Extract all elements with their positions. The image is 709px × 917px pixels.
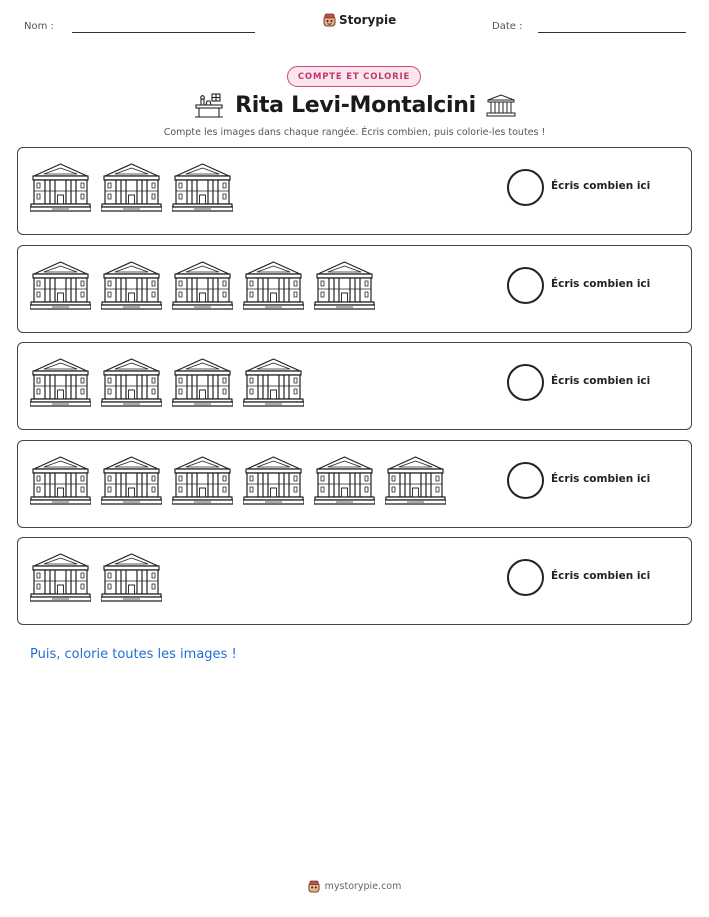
brand-name: Storypie bbox=[339, 13, 397, 27]
date-line bbox=[538, 32, 686, 33]
site-footer bbox=[0, 880, 709, 893]
answer-circle[interactable] bbox=[507, 169, 544, 206]
instructions: Compte les images dans chaque rangée. Écris combien, puis colorie-les toutes ! bbox=[163, 127, 546, 138]
count-row bbox=[17, 245, 692, 333]
museum-building-icon bbox=[30, 162, 91, 214]
answer-label: Écris combien ici bbox=[551, 570, 651, 582]
icon-group bbox=[30, 260, 375, 312]
answer-label: Écris combien ici bbox=[551, 278, 651, 290]
answer-circle[interactable] bbox=[507, 462, 544, 499]
museum-building-icon bbox=[30, 357, 91, 409]
museum-building-icon bbox=[172, 162, 233, 214]
count-row bbox=[17, 537, 692, 625]
answer-label: Écris combien ici bbox=[551, 473, 651, 485]
color-instruction: Puis, colorie toutes les images ! bbox=[30, 647, 237, 662]
museum-building-icon bbox=[243, 357, 304, 409]
museum-building-icon bbox=[101, 455, 162, 507]
museum-building-icon bbox=[101, 357, 162, 409]
museum-building-icon bbox=[243, 260, 304, 312]
answer-circle[interactable] bbox=[507, 267, 544, 304]
icon-group bbox=[30, 552, 162, 604]
title-row bbox=[0, 92, 709, 118]
answer-circle[interactable] bbox=[507, 364, 544, 401]
site-url: mystorypie.com bbox=[324, 881, 402, 892]
brand bbox=[323, 13, 396, 27]
answer-label: Écris combien ici bbox=[551, 180, 651, 192]
icon-group bbox=[30, 455, 446, 507]
count-row bbox=[17, 440, 692, 528]
museum-building-icon bbox=[101, 260, 162, 312]
name-line bbox=[72, 32, 255, 33]
museum-building-icon bbox=[314, 455, 375, 507]
count-row bbox=[17, 147, 692, 235]
museum-building-icon bbox=[30, 455, 91, 507]
museum-building-icon bbox=[172, 260, 233, 312]
museum-building-icon bbox=[385, 455, 446, 507]
museum-building-icon bbox=[101, 162, 162, 214]
museum-building-icon bbox=[172, 357, 233, 409]
museum-building-icon bbox=[314, 260, 375, 312]
storypie-logo-icon bbox=[308, 880, 320, 893]
museum-building-icon bbox=[172, 455, 233, 507]
museum-building-icon bbox=[30, 260, 91, 312]
activity-badge: COMPTE ET COLORIE bbox=[287, 66, 421, 87]
museum-building-icon bbox=[30, 552, 91, 604]
icon-group bbox=[30, 357, 304, 409]
icon-group bbox=[30, 162, 233, 214]
museum-building-icon bbox=[243, 455, 304, 507]
museum-building-icon bbox=[101, 552, 162, 604]
storypie-logo-icon bbox=[323, 13, 336, 27]
university-building-icon bbox=[486, 93, 516, 117]
page-title: Rita Levi-Montalcini bbox=[235, 92, 476, 118]
count-row bbox=[17, 342, 692, 430]
answer-label: Écris combien ici bbox=[551, 375, 651, 387]
lab-desk-icon bbox=[193, 92, 225, 118]
answer-circle[interactable] bbox=[507, 559, 544, 596]
date-label: Date : bbox=[492, 21, 523, 32]
name-label: Nom : bbox=[24, 21, 54, 32]
